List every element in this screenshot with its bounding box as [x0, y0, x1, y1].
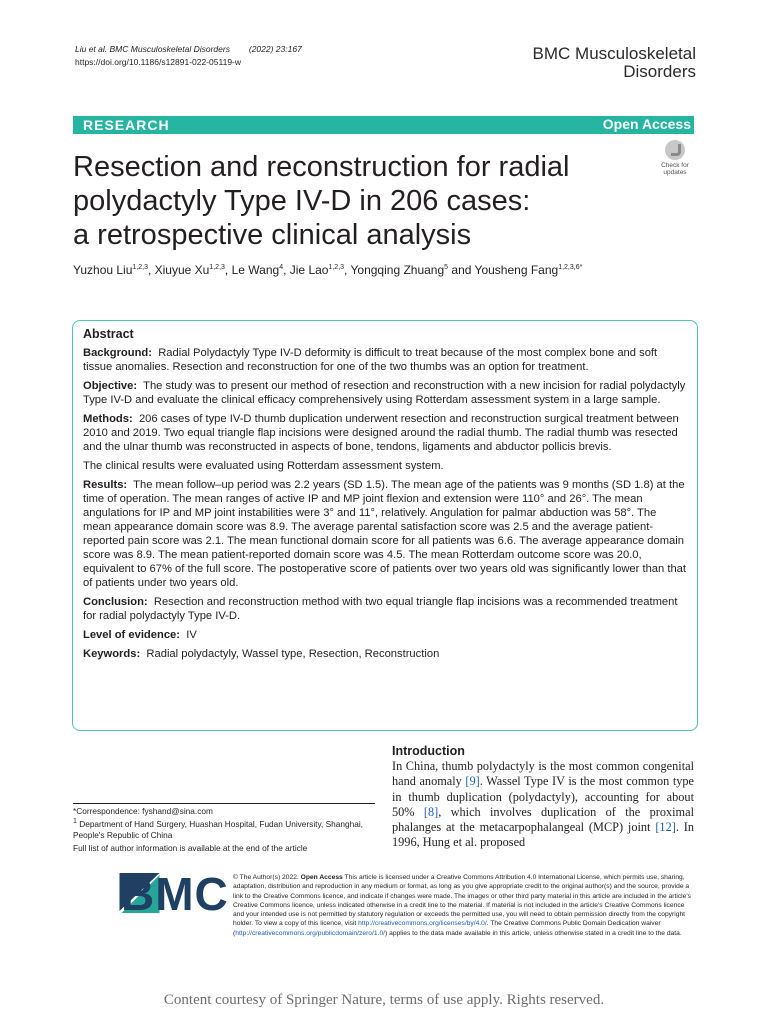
author-info-note: Full list of author information is available at the end of the article: [73, 842, 308, 853]
author-name[interactable]: Jie Lao: [289, 263, 329, 277]
author-affiliation: 1,2,3: [328, 264, 345, 271]
author-name[interactable]: Yuzhou Liu: [73, 263, 133, 277]
author-affiliation: 1,2,3: [209, 264, 225, 271]
abstract-box: [72, 320, 698, 731]
section-banner: [73, 116, 694, 134]
license-link[interactable]: http://creativecommons.org/licenses/by/4.0/: [358, 920, 487, 928]
article-title: Resection and reconstruction for radial polydactyly Type IV-D in 206 cases: a retrospective clinical analysis: [73, 151, 570, 251]
reference-link[interactable]: [12]: [655, 820, 676, 835]
bmc-logo-text: BMC: [121, 868, 229, 920]
citation-year-volume: (2022) 23:167: [248, 44, 302, 54]
abstract-keywords: Keywords: Radial polydactyly, Wassel type, Resection, Reconstruction: [83, 648, 440, 660]
citation-journal: BMC Musculoskeletal Disorders: [109, 44, 230, 54]
author-name[interactable]: Yousheng Fang: [474, 263, 559, 277]
author-affiliation: 1,2,3,6*: [558, 264, 583, 271]
author-affiliation: 5: [444, 264, 449, 271]
correspondence-note: *Correspondence: fyshand@sina.com: [73, 806, 213, 816]
journal-name: BMC Musculoskeletal Disorders: [532, 44, 696, 81]
citation-line: [75, 43, 302, 56]
author-name[interactable]: Xiuyue Xu: [154, 263, 210, 277]
author-affiliation: 4: [279, 264, 284, 271]
citation-authors: Liu et al.: [75, 44, 108, 54]
introduction-heading: Introduction: [392, 744, 465, 758]
author-name[interactable]: Le Wang: [231, 263, 280, 277]
license-text: © The Author(s) 2022. Open Access This article is licensed under a Creative Commons Attribution 4.0 International License, which permits use, sharing, adaptation, distribution and reproduction in any medium or format, as long as you give appropriate credit to the original author(s) and the source, provide a link to the Creative Commons licence, and indicate if changes were made. The images or other third party material in this article are included in the article's Creative Commons licence, unless indicated otherwise in a credit line to the material. If material is not included in the article's Creative Commons licence and your intended use is not permitted by statutory regulation or exceeds the permitted use, you will need to obtain permission directly from the copyright holder. To view a copy of this licence, visit http://creativecommons.org/licenses/by/4.0/. The Creative Commons Public Domain Dedication waiver (http://creativecommons.org/publicdomain/zero/1.0/) applies to the data made available in this article, unless otherwise stated in a credit line to the data.: [233, 874, 691, 937]
open-access-label: Open Access: [602, 116, 691, 132]
affiliation-note: $^1$ Department of Hand Surgery, Huashan Hospital, Fudan University, Shanghai, People's Republic of China: [73, 817, 363, 840]
abstract-conclusion: Conclusion: Resection and reconstruction method with two equal triangle flap incisions was a recommended treatment for radial polydactyly Type IV-D.: [83, 596, 678, 622]
check-for-updates-button[interactable]: Check for updates: [655, 140, 695, 180]
footnotes: [73, 806, 373, 855]
author-affiliation: 1,2,3: [132, 264, 148, 271]
check-updates-icon: [665, 140, 685, 160]
abstract-results: Results: The mean follow–up period was 2.2 years (SD 1.5). The mean age of the patients was 9 months (SD 1.8) at the time of operation. The mean ranges of active IP and MP joint flexion and extension were 110° and 26°. The mean angulations for IP and MP joint instabilities were 3° and 11°, relatively. Angulation for palmar abduction was 58°. The mean appearance domain score was 8.9. The average parental satisfaction score was 2.5 and the average patient-reported pain score was 2.1. The mean functional domain score for all patients was 6.6. The average appearance domain score was 8.9. The mean patient-reported domain score was 4.5. The mean Rotterdam outcome score was 20.0, equivalent to 67% of the full score. The postoperative score of patients over two years old was significantly lower than that of patients under two years old.: [83, 479, 687, 589]
reference-link[interactable]: [8]: [423, 804, 439, 819]
abstract-level-of-evidence: Level of evidence: IV: [83, 629, 197, 641]
content-courtesy-note: Content courtesy of Springer Nature, terms of use apply. Rights reserved.: [163, 992, 605, 1008]
abstract-methods-2: The clinical results were evaluated using Rotterdam assessment system.: [83, 460, 444, 472]
public-domain-link[interactable]: http://creativecommons.org/publicdomain/zero/1.0/: [235, 929, 386, 937]
reference-link[interactable]: [9]: [465, 774, 480, 789]
footnote-divider: [73, 803, 375, 804]
author-name[interactable]: Yongqing Zhuang: [350, 263, 445, 277]
citation-header: [75, 43, 302, 69]
abstract-background: Background: Radial Polydactyly Type IV-D deformity is difficult to treat because of the most complex bone and soft tissue anomalies. Resection and reconstruction for one of the two thumbs was an option for treatment.: [83, 347, 658, 373]
abstract-objective: Objective: The study was to present our method of resection and reconstruction with a new incision for radial polydactyly Type IV-D and evaluate the clinical efficacy comprehensively using Rotterdam assessment system in a large sample.: [83, 380, 686, 406]
abstract-heading: Abstract: [83, 327, 134, 341]
author-list: Yuzhou Liu$^{1,2,3}$, Xiuyue Xu$^{1,2,3}$, Le Wang$^4$, Jie Lao$^{1,2,3}$, Yongqing Zhuang$^5$ and Yousheng Fang$^{1,2,3,6*}$: [73, 263, 583, 277]
section-label: RESEARCH: [83, 117, 170, 133]
doi-link[interactable]: https://doi.org/10.1186/s12891-022-05119-w: [75, 57, 242, 67]
introduction-paragraph: In China, thumb polydactyly is the most common congenital hand anomaly [9]. Wassel Type IV is the most common type in thumb duplication (polydactyly), accounting for about 50% [8], which involves duplication of the proximal phalanges at the metacarpophalangeal (MCP) joint [12]. In 1996, Hung et al. proposed: [392, 759, 694, 850]
abstract-methods: Methods: 206 cases of type IV-D thumb duplication underwent resection and reconstruction surgical treatment between 2010 and 2019. Two equal triangle flap incisions were designed around the radial thumb. The radial thumb was resected and the ulnar thumb was reconstructed in aspects of bone, tendons, ligaments and abductor pollicis brevis.: [83, 413, 679, 453]
